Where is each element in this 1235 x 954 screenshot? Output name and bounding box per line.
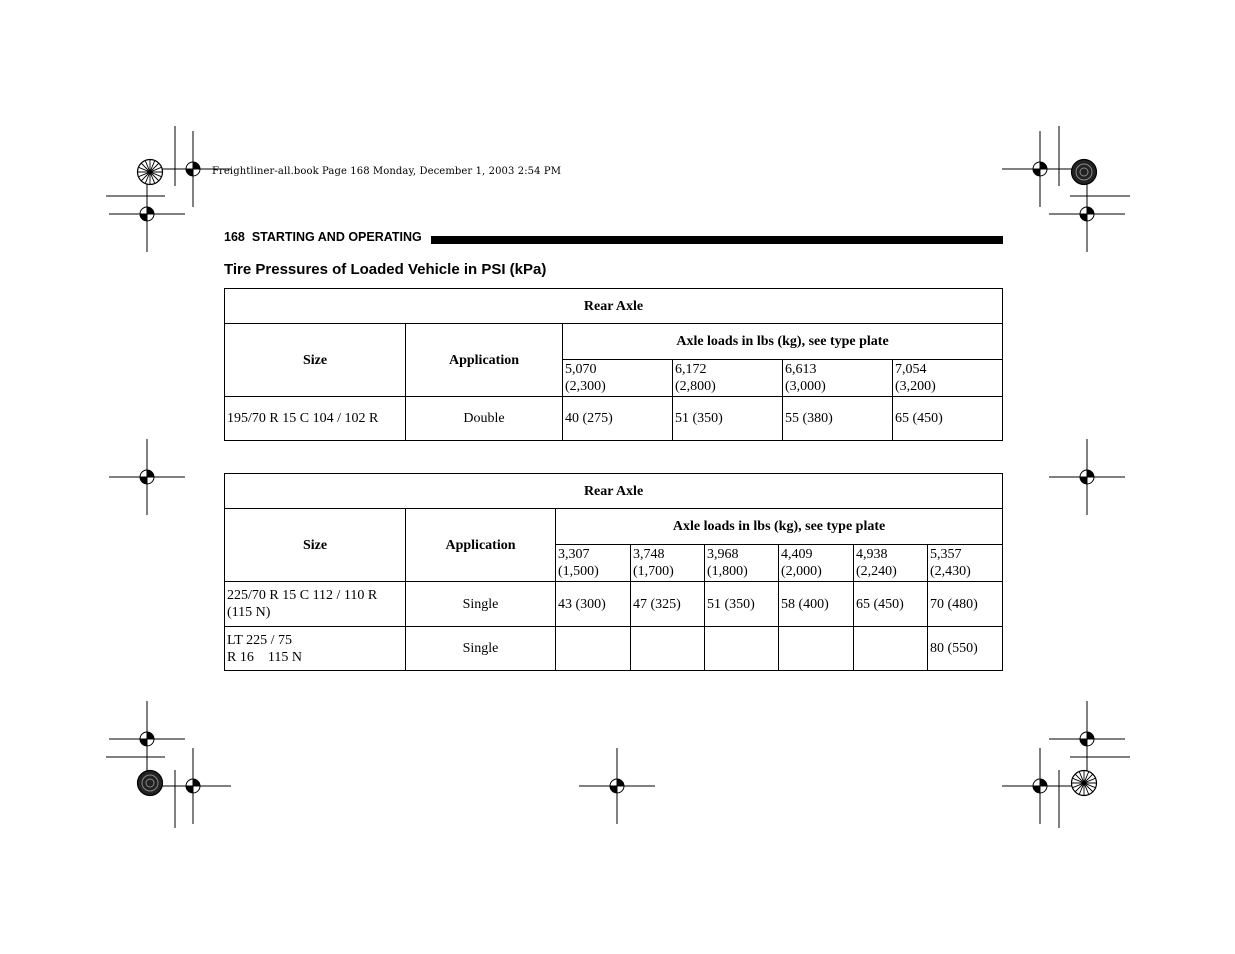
pressure-cell	[779, 627, 854, 671]
pressure-cell: 47 (325)	[631, 582, 705, 627]
table-row	[225, 397, 1003, 441]
tire-pressure-table-single	[224, 473, 1003, 671]
table-caption: Rear Axle	[225, 289, 1003, 324]
pressure-cell: 70 (480)	[928, 582, 1003, 627]
axle-load-cell: 3,968 (1,800)	[705, 545, 779, 582]
table-row	[225, 582, 1003, 627]
crosshair-icon	[107, 174, 187, 254]
pressure-cell: 80 (550)	[928, 627, 1003, 671]
pressure-cell	[705, 627, 779, 671]
pressure-cell: 55 (380)	[783, 397, 893, 441]
column-header-size: Size	[225, 509, 406, 582]
page-header	[224, 230, 422, 244]
axle-load-cell: 6,172 (2,800)	[673, 360, 783, 397]
table-title: Tire Pressures of Loaded Vehicle in PSI (kPa)	[224, 261, 547, 278]
column-header-axle-loads: Axle loads in lbs (kg), see type plate	[556, 509, 1003, 545]
pressure-cell	[631, 627, 705, 671]
column-header-application: Application	[406, 509, 556, 582]
pressure-cell	[854, 627, 928, 671]
table-row	[225, 627, 1003, 671]
application-cell: Single	[406, 582, 556, 627]
crosshair-icon	[577, 746, 657, 826]
axle-load-cell: 5,357 (2,430)	[928, 545, 1003, 582]
application-cell: Double	[406, 397, 563, 441]
axle-load-cell: 3,748 (1,700)	[631, 545, 705, 582]
crosshair-icon	[153, 746, 233, 826]
print-slug: Freightliner-all.book Page 168 Monday, December 1, 2003 2:54 PM	[212, 166, 562, 177]
axle-load-cell: 4,409 (2,000)	[779, 545, 854, 582]
axle-load-cell: 4,938 (2,240)	[854, 545, 928, 582]
pressure-cell: 65 (450)	[893, 397, 1003, 441]
pressure-cell: 43 (300)	[556, 582, 631, 627]
application-cell: Single	[406, 627, 556, 671]
pressure-cell: 65 (450)	[854, 582, 928, 627]
pressure-cell: 51 (350)	[673, 397, 783, 441]
table-caption: Rear Axle	[225, 474, 1003, 509]
registration-wheel-light-icon	[136, 158, 164, 186]
pressure-cell: 58 (400)	[779, 582, 854, 627]
pressure-cell: 51 (350)	[705, 582, 779, 627]
pressure-cell	[556, 627, 631, 671]
crosshair-icon	[1047, 174, 1127, 254]
axle-load-cell: 7,054 (3,200)	[893, 360, 1003, 397]
pressure-cell: 40 (275)	[563, 397, 673, 441]
axle-load-cell: 5,070 (2,300)	[563, 360, 673, 397]
size-cell: LT 225 / 75 R 16 115 N	[225, 627, 406, 671]
registration-wheel-dark-icon	[136, 769, 164, 797]
page-number: 168	[224, 230, 245, 244]
crosshair-icon	[1047, 437, 1127, 517]
registration-wheel-light-icon	[1070, 769, 1098, 797]
header-rule	[431, 236, 1003, 244]
size-cell: 195/70 R 15 C 104 / 102 R	[225, 397, 406, 441]
axle-load-cell: 6,613 (3,000)	[783, 360, 893, 397]
size-cell: 225/70 R 15 C 112 / 110 R (115 N)	[225, 582, 406, 627]
crosshair-icon	[107, 437, 187, 517]
axle-load-cell: 3,307 (1,500)	[556, 545, 631, 582]
crosshair-icon	[1000, 746, 1080, 826]
column-header-size: Size	[225, 324, 406, 397]
section-title: STARTING AND OPERATING	[251, 230, 422, 244]
registration-wheel-dark-icon	[1070, 158, 1098, 186]
column-header-application: Application	[406, 324, 563, 397]
column-header-axle-loads: Axle loads in lbs (kg), see type plate	[563, 324, 1003, 360]
tire-pressure-table-double	[224, 288, 1003, 441]
